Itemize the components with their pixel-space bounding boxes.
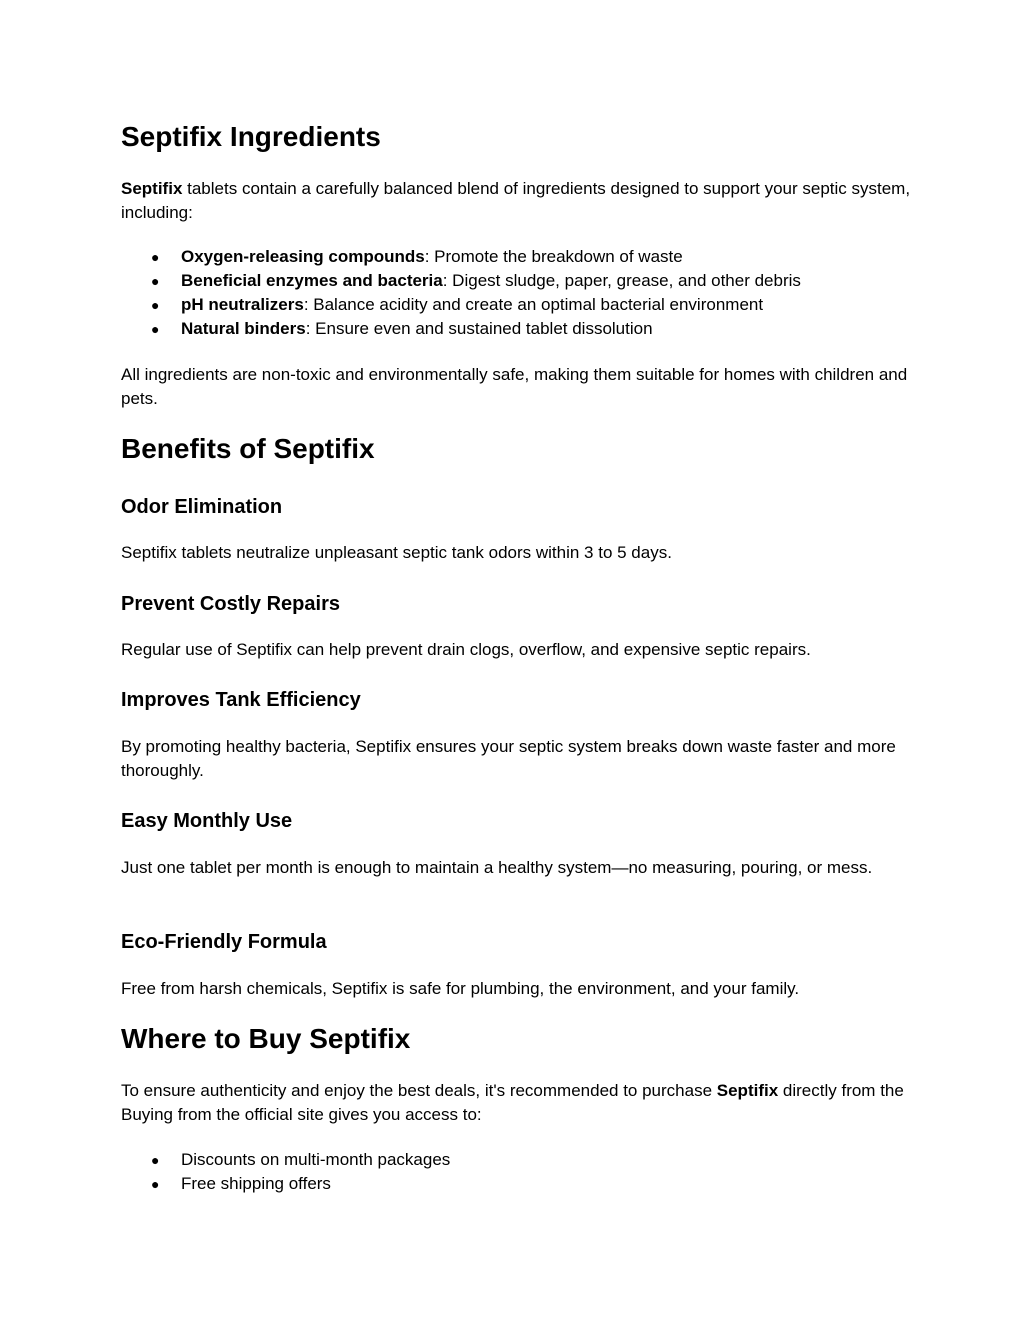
benefit-text: Just one tablet per month is enough to maintain a healthy system—no measuring, pouring, or mess. — [121, 858, 873, 877]
bullet-icon: ● — [151, 273, 160, 289]
ingredients-outro: All ingredients are non-toxic and environmentally safe, making them suitable for homes with children and pets. — [121, 365, 908, 408]
benefit-heading: Prevent Costly Repairs — [121, 593, 340, 615]
buy-intro-text-end: directly from the Buying from the official site gives you access to: — [121, 1081, 904, 1124]
benefit-heading: Easy Monthly Use — [121, 810, 293, 832]
list-item-text: : Promote the breakdown of waste — [424, 247, 683, 266]
buy-intro-text: To ensure authenticity and enjoy the best deals, it's recommended to purchase — [121, 1081, 717, 1100]
benefit-text: Regular use of Septifix can help prevent drain clogs, overflow, and expensive septic repairs. — [121, 640, 811, 659]
list-item-bold: Beneficial enzymes and bacteria — [181, 271, 443, 290]
benefit-heading: Eco-Friendly Formula — [121, 931, 327, 953]
list-item-bold: pH neutralizers — [181, 295, 304, 314]
list-item-text: Free shipping offers — [181, 1174, 331, 1193]
ingredients-intro-text: tablets contain a carefully balanced blend of ingredients designed to support your septic system, including: — [121, 179, 911, 222]
list-item-text: : Balance acidity and create an optimal bacterial environment — [303, 295, 764, 314]
list-item-text: : Digest sludge, paper, grease, and other debris — [442, 271, 801, 290]
list-item-bold: Natural binders — [181, 319, 306, 338]
list-item — [121, 1172, 911, 1196]
bullet-icon: ● — [151, 1152, 160, 1168]
list-item — [121, 1148, 911, 1172]
benefit-text: By promoting healthy bacteria, Septifix ensures your septic system breaks down waste faster and more thoroughly. — [121, 737, 896, 780]
list-item-text: : Ensure even and sustained tablet dissolution — [305, 319, 653, 338]
bullet-icon: ● — [151, 1176, 160, 1192]
list-item-bold: Oxygen-releasing compounds — [181, 247, 425, 266]
bullet-icon: ● — [151, 321, 160, 337]
buy-list — [121, 1148, 911, 1196]
benefits-title: Benefits of Septifix — [121, 433, 375, 464]
buy-intro-bold: Septifix — [716, 1081, 779, 1100]
bullet-icon: ● — [151, 297, 160, 313]
ingredients-intro-bold: Septifix — [121, 179, 183, 198]
list-item — [121, 245, 911, 269]
benefit-text: Septifix tablets neutralize unpleasant septic tank odors within 3 to 5 days. — [121, 543, 672, 562]
ingredients-title: Septifix Ingredients — [121, 121, 381, 152]
list-item — [121, 293, 911, 317]
buy-intro — [121, 1079, 911, 1127]
ingredients-intro — [121, 177, 911, 225]
list-item — [121, 317, 911, 341]
list-item — [121, 269, 911, 293]
benefit-heading: Odor Elimination — [121, 496, 283, 518]
list-item-text: Discounts on multi-month packages — [181, 1150, 451, 1169]
bullet-icon: ● — [151, 249, 160, 265]
benefit-text: Free from harsh chemicals, Septifix is safe for plumbing, the environment, and your family. — [121, 979, 800, 998]
buy-title: Where to Buy Septifix — [121, 1023, 411, 1054]
benefit-heading: Improves Tank Efficiency — [121, 689, 361, 711]
ingredients-list — [121, 245, 911, 341]
